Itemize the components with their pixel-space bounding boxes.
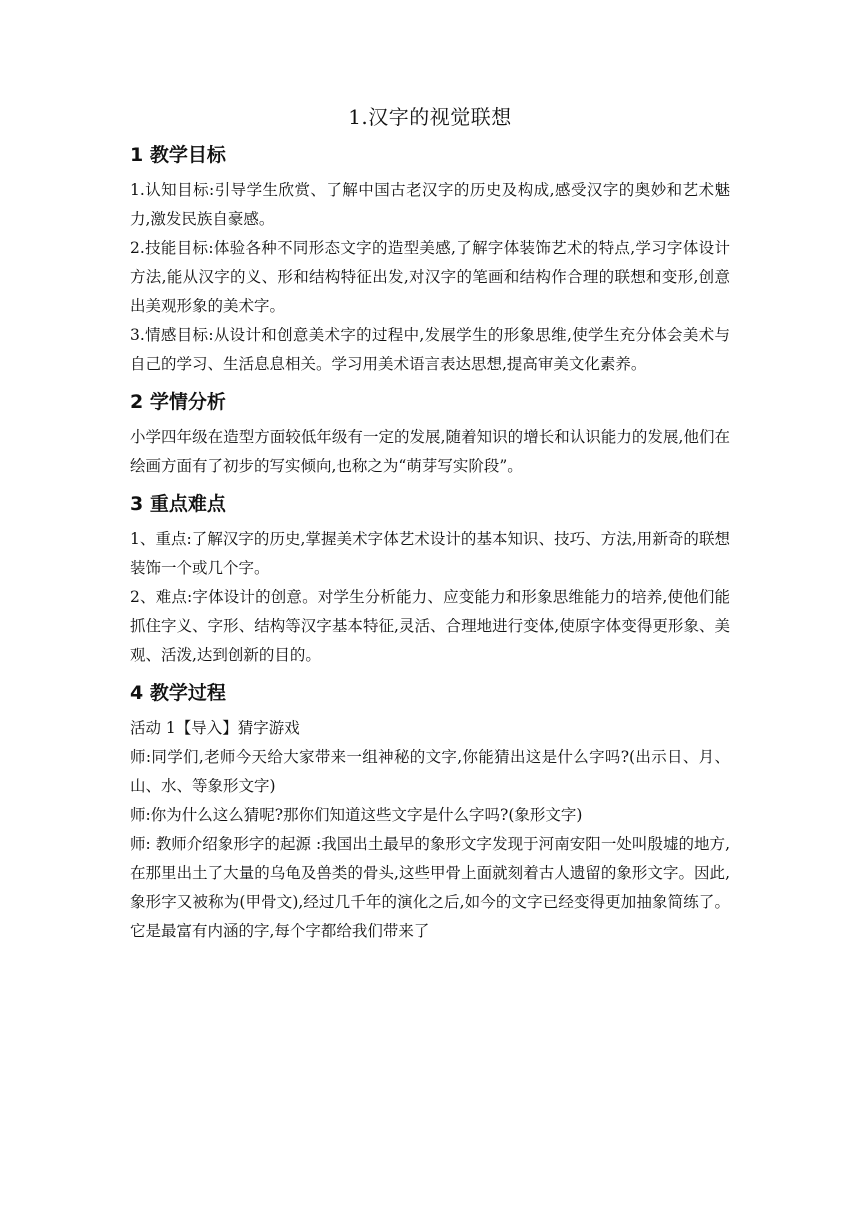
paragraph: 师:你为什么这么猜呢?那你们知道这些文字是什么字吗?(象形文字) [130,806,583,824]
paragraph: 1.认知目标:引导学生欣赏、了解中国古老汉字的历史及构成,感受汉字的奥妙和艺术魅力,激发民族自豪感。 [130,181,730,228]
section-learner-analysis [130,389,730,481]
paragraph: 师: 教师介绍象形字的起源 :我国出土最早的象形文字发现于河南安阳一处叫殷墟的地方,在那里出土了大量的乌龟及兽类的骨头,这些甲骨上面就刻着古人遗留的象形文字。因此,象形字又被称为(甲骨文),经过几千年的演化之后,如今的文字已经变得更加抽象简练了。它是最富有内涵的字,每个字都给我们带来了 [130,835,730,940]
section-teaching-objectives [130,142,730,379]
document-title: 1.汉字的视觉联想 [348,105,512,129]
paragraph: 1、重点:了解汉字的历史,掌握美术字体艺术设计的基本知识、技巧、方法,用新奇的联想装饰一个或几个字。 [130,530,730,577]
section-heading: 3 重点难点 [130,493,226,515]
section-teaching-process [130,680,730,946]
paragraph: 活动 1【导入】猜字游戏 [130,719,300,737]
paragraph: 小学四年级在造型方面较低年级有一定的发展,随着知识的增长和认识能力的发展,他们在绘画方面有了初步的写实倾向,也称之为“萌芽写实阶段”。 [130,428,730,475]
section-heading: 1 教学目标 [130,144,226,166]
section-heading: 2 学情分析 [130,391,226,413]
paragraph: 2.技能目标:体验各种不同形态文字的造型美感,了解字体装饰艺术的特点,学习字体设计方法,能从汉字的义、形和结构特征出发,对汉字的笔画和结构作合理的联想和变形,创意出美观形象的美术字。 [130,239,730,315]
section-key-difficulties [130,491,730,670]
paragraph: 2、难点:字体设计的创意。对学生分析能力、应变能力和形象思维能力的培养,使他们能抓住字义、字形、结构等汉字基本特征,灵活、合理地进行变体,使原字体变得更形象、美观、活泼,达到创新的目的。 [130,588,730,664]
paragraph: 师:同学们,老师今天给大家带来一组神秘的文字,你能猜出这是什么字吗?(出示日、月、山、水、等象形文字) [130,748,730,795]
document-page [130,96,730,946]
section-heading: 4 教学过程 [130,682,226,704]
paragraph: 3.情感目标:从设计和创意美术字的过程中,发展学生的形象思维,使学生充分体会美术与自己的学习、生活息息相关。学习用美术语言表达思想,提高审美文化素养。 [130,326,730,373]
